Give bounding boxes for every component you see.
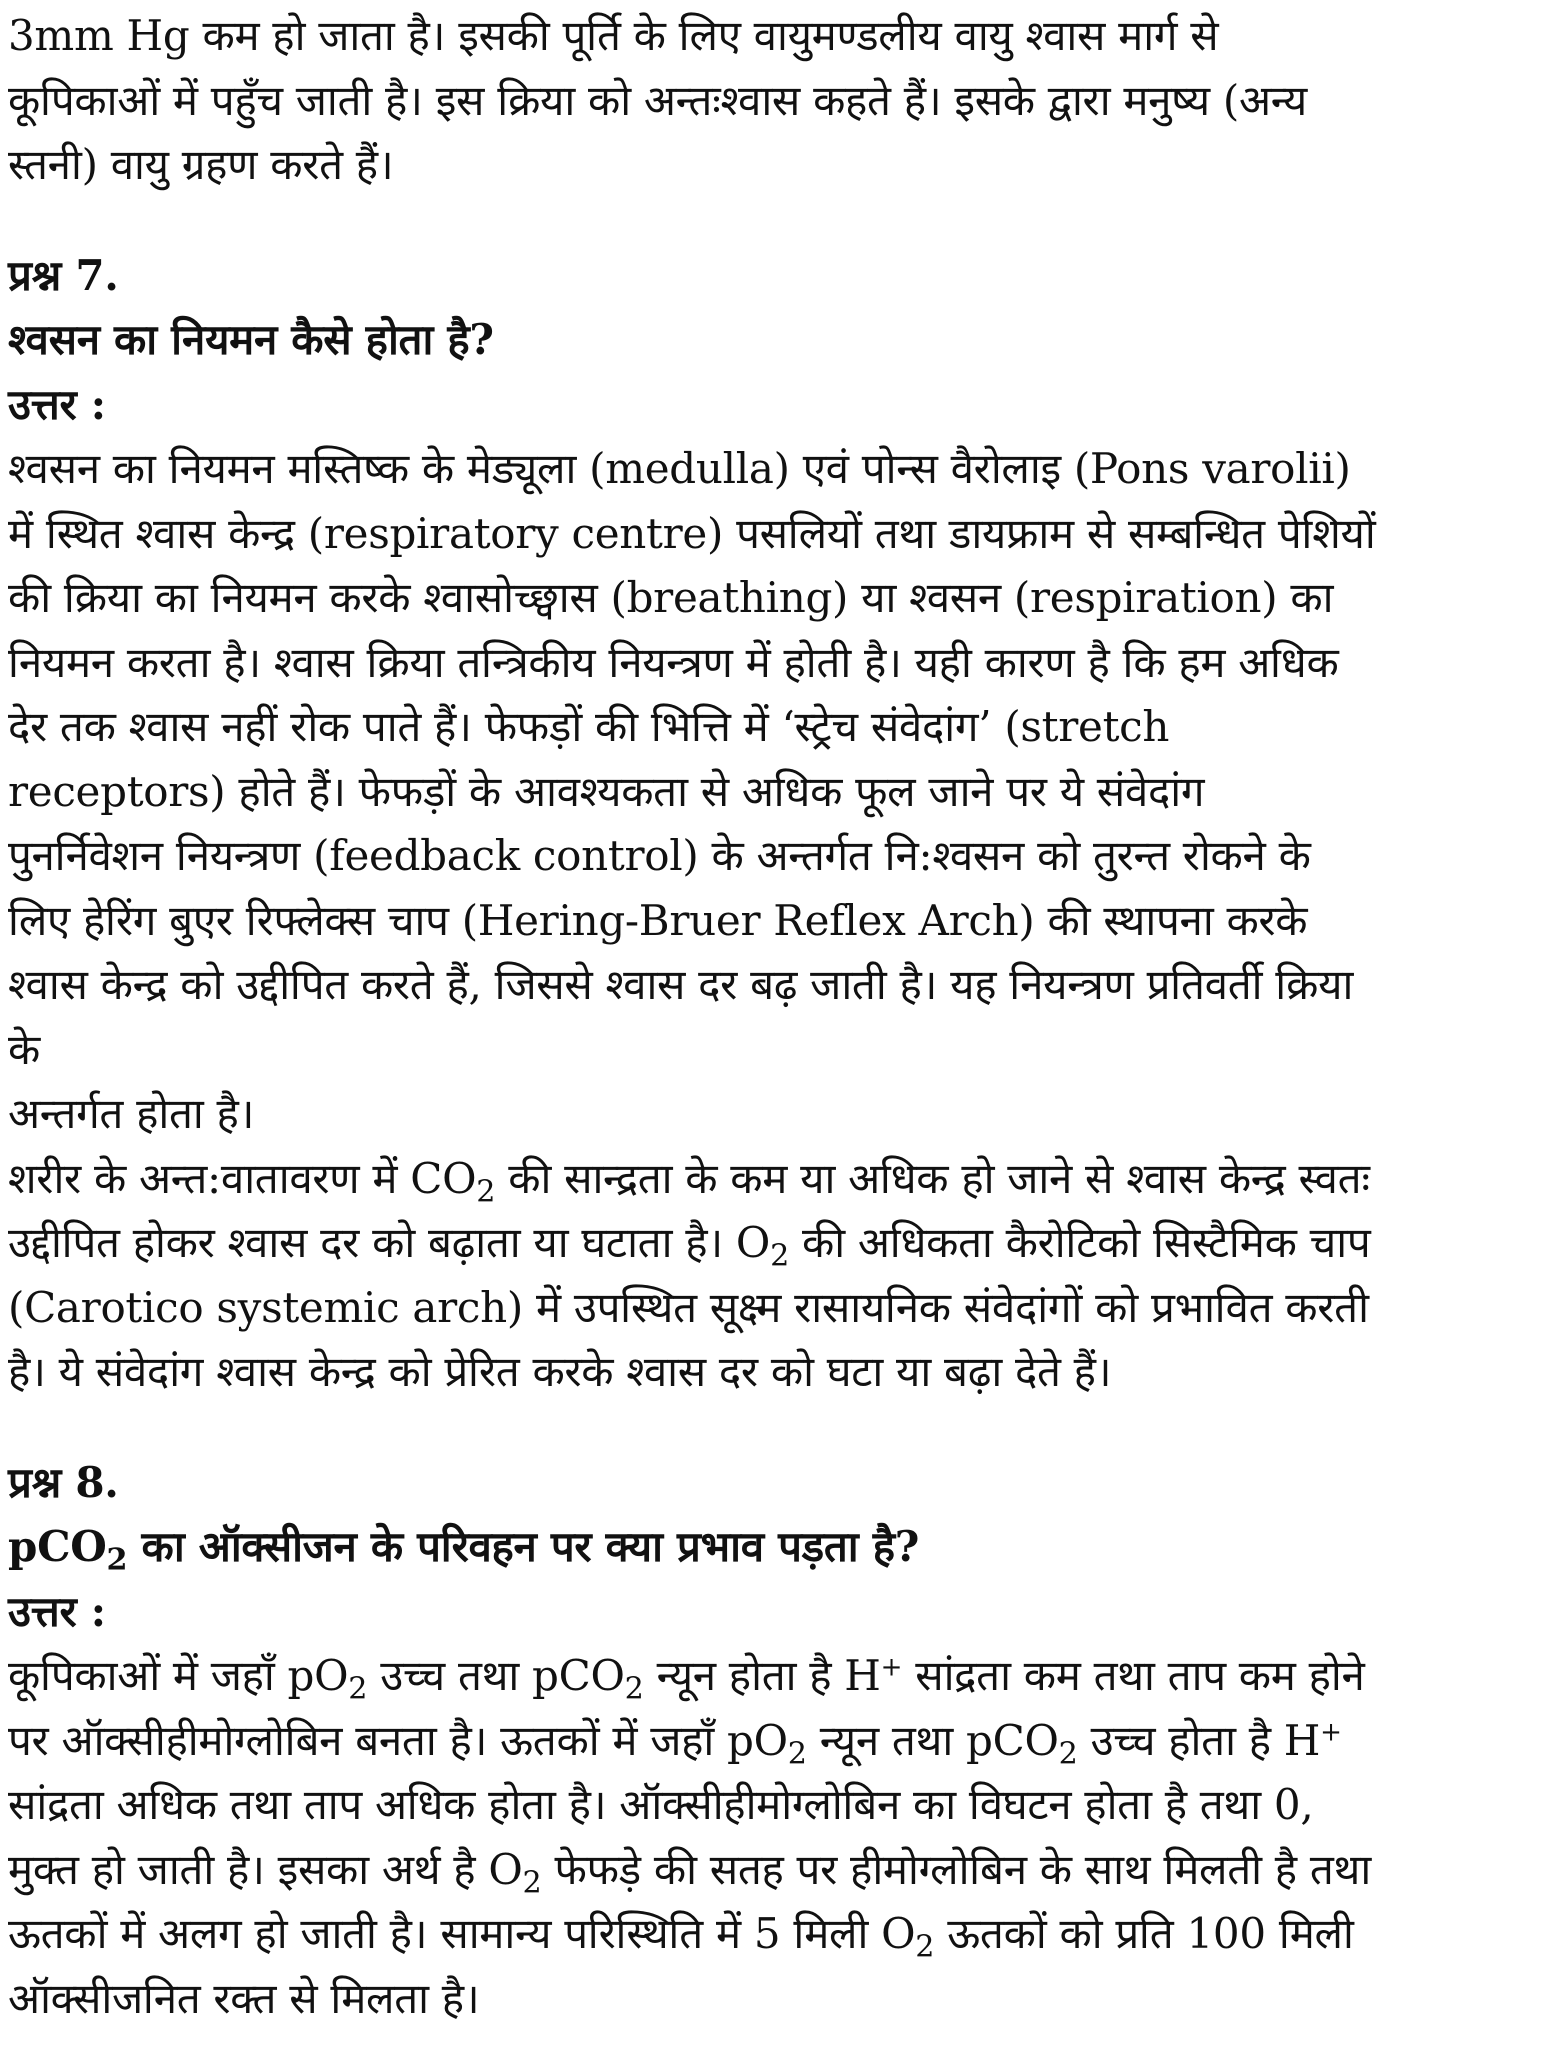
- text-line: नियमन करता है। श्वास क्रिया तन्त्रिकीय नियन्त्रण में होती है। यही कारण है कि हम अधिक: [8, 637, 1339, 687]
- question-7-label: प्रश्न 7.: [8, 250, 119, 300]
- text-line: [8, 1838, 1528, 1903]
- answer-7-label: उत्तर :: [8, 379, 106, 429]
- question-7-section: [8, 244, 1528, 1405]
- subscript: 2: [106, 1542, 128, 1578]
- text-line: (Carotico systemic arch) में उपस्थित सूक्ष्म रासायनिक संवेदांगों को प्रभावित करती: [8, 1282, 1369, 1332]
- subscript: 2: [476, 1173, 496, 1209]
- text-line: है। ये संवेदांग श्वास केन्द्र को प्रेरित करके श्वास दर को घटा या बढ़ा देते हैं।: [8, 1347, 1112, 1396]
- text-run: फेफड़े की सतह पर हीमोग्लोबिन के साथ मिलती है तथा: [541, 1844, 1371, 1894]
- text-line: 3mm Hg कम हो जाता है। इसकी पूर्ति के लिए वायुमण्डलीय वायु श्वास मार्ग से: [8, 11, 1219, 60]
- text-line: receptors) होते हैं। फेफड़ों के आवश्यकता से अधिक फूल जाने पर ये संवेदांग: [8, 766, 1205, 816]
- text-run: पर ऑक्सीहीमोग्लोबिन बनता है। ऊतकों में जहाँ pO: [8, 1715, 788, 1765]
- text-run: की सान्द्रता के कम या अधिक हो जाने से श्वास केन्द्र स्वतः: [495, 1153, 1370, 1203]
- text-line: श्वास केन्द्र को उद्दीपित करते हैं, जिससे श्वास दर बढ़ जाती है। यह नियन्त्रण प्रतिवर्ती क्रिया: [8, 960, 1354, 1009]
- text-line: [8, 1147, 1528, 1212]
- text-line: श्वसन का नियमन मस्तिष्क के मेड्यूला (medulla) एवं पोन्स वैरोलाइ (Pons varolii): [8, 444, 1351, 493]
- text-line: के: [8, 1024, 40, 1074]
- text-run: ऊतकों को प्रति 100 मिली: [934, 1909, 1354, 1958]
- text-line: लिए हेरिंग बुएर रिफ्लेक्स चाप (Hering-Bruer Reflex Arch) की स्थापना करके: [8, 895, 1308, 945]
- superscript: +: [880, 1652, 903, 1683]
- text-line: [8, 1644, 1528, 1709]
- text-line: [8, 1709, 1528, 1774]
- text-line: अन्तर्गत होता है।: [8, 1089, 255, 1138]
- subscript: 2: [624, 1671, 644, 1707]
- superscript: +: [1320, 1717, 1342, 1748]
- text-line: की क्रिया का नियमन करके श्वासोच्छ्वास (breathing) या श्वसन (respiration) का: [8, 573, 1334, 622]
- text-line: सांद्रता अधिक तथा ताप अधिक होता है। ऑक्सीहीमोग्लोबिन का विघटन होता है तथा 0,: [8, 1780, 1314, 1829]
- document-page: [8, 4, 1528, 2031]
- subscript: 2: [348, 1671, 368, 1707]
- text-line: में स्थित श्वास केन्द्र (respiratory centre) पसलियों तथा डायफ्राम से सम्बन्धित पेशियों: [8, 508, 1376, 558]
- answer-7-paragraph-1: [8, 437, 1528, 1147]
- answer-7-paragraph-2: [8, 1147, 1528, 1405]
- text-line: [8, 1902, 1528, 1967]
- subscript: 2: [915, 1929, 935, 1965]
- answer-8-paragraph: [8, 1644, 1528, 2031]
- subscript: 2: [522, 1864, 542, 1900]
- text-run: शरीर के अन्त:वातावरण में CO: [8, 1153, 477, 1203]
- question-8-section: [8, 1451, 1528, 2032]
- subscript: 2: [1058, 1735, 1078, 1771]
- answer-8-label: उत्तर :: [8, 1586, 106, 1636]
- text-line: पुनर्निवेशन नियन्त्रण (feedback control) के अन्तर्गत नि:श्वसन को तुरन्त रोकने के: [8, 831, 1311, 880]
- text-run: कूपिकाओं में जहाँ pO: [8, 1651, 349, 1700]
- text-line: स्तनी) वायु ग्रहण करते हैं।: [8, 140, 394, 189]
- question-8-text: [8, 1515, 1528, 1580]
- text-line: [8, 1211, 1528, 1276]
- text-run: सांद्रता कम तथा ताप कम होने: [902, 1651, 1365, 1700]
- text-run: pCO: [8, 1522, 107, 1571]
- text-line: कूपिकाओं में पहुँच जाती है। इस क्रिया को अन्तःश्वास कहते हैं। इसके द्वारा मनुष्य (अन्य: [8, 75, 1307, 125]
- text-run: का ऑक्सीजन के परिवहन पर क्या प्रभाव पड़ता है?: [127, 1522, 919, 1571]
- text-line: देर तक श्वास नहीं रोक पाते हैं। फेफड़ों की भित्ति में ‘स्ट्रेच संवेदांग’ (stretch: [8, 702, 1170, 751]
- subscript: 2: [787, 1735, 807, 1771]
- text-run: उद्दीपित होकर श्वास दर को बढ़ाता या घटाता है। O: [8, 1218, 771, 1267]
- text-run: ऊतकों में अलग हो जाती है। सामान्य परिस्थिति में 5 मिली O: [8, 1909, 916, 1958]
- subscript: 2: [770, 1238, 789, 1274]
- question-7-text: श्वसन का नियमन कैसे होता है?: [8, 315, 494, 364]
- text-run: न्यून तथा pCO: [806, 1715, 1059, 1765]
- text-run: की अधिकता कैरोटिको सिस्टैमिक चाप: [789, 1218, 1371, 1267]
- intro-paragraph: [8, 4, 1528, 198]
- text-run: न्यून होता है H: [643, 1651, 881, 1700]
- text-run: उच्च तथा pCO: [367, 1651, 625, 1700]
- text-line: ऑक्सीजनित रक्त से मिलता है।: [8, 1973, 480, 2023]
- question-8-label: प्रश्न 8.: [8, 1457, 119, 1507]
- text-run: उच्च होता है H: [1077, 1715, 1321, 1765]
- text-run: मुक्त हो जाती है। इसका अर्थ है O: [8, 1844, 523, 1894]
